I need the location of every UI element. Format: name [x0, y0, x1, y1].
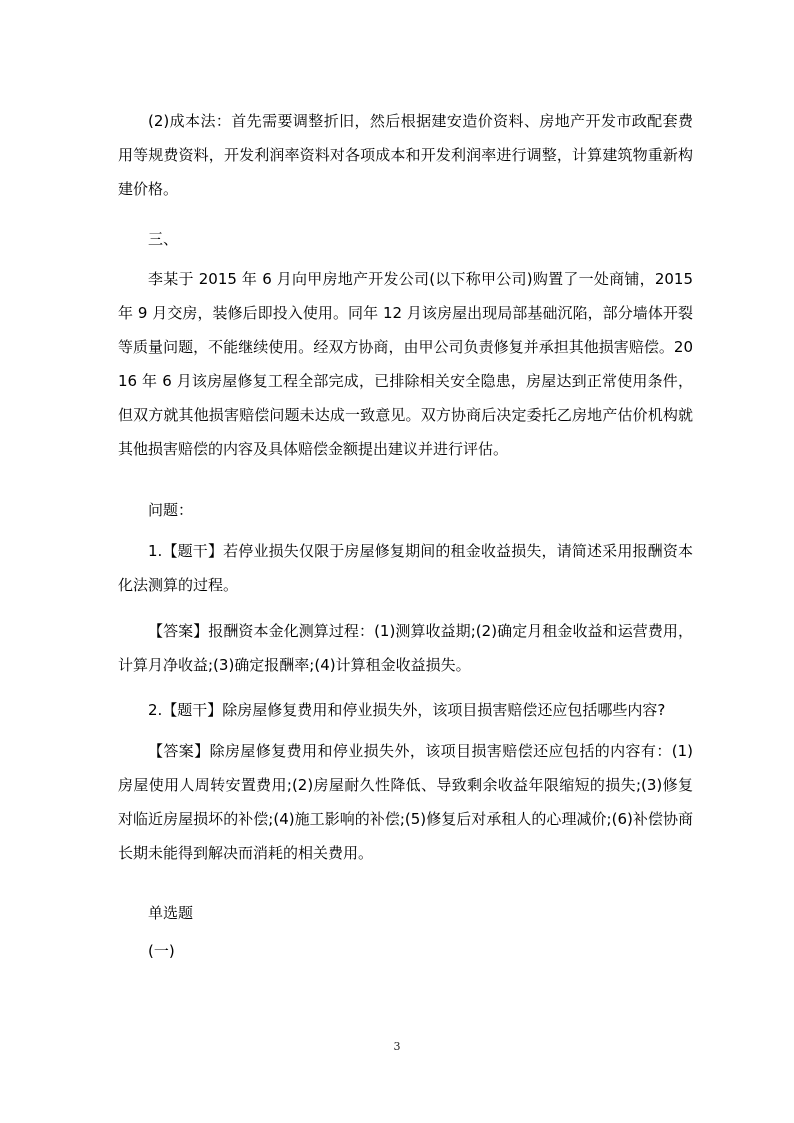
questions-label: 问题：: [148, 501, 194, 519]
answer-2: 【答案】除房屋修复费用和停业损失外，该项目损害赔偿还应包括的内容有：(1)房屋使用人周转安置费用;(2)房屋耐久性降低、导致剩余收益年限缩短的损失;(3)修复对临近房屋损坏的补偿;(4)施工影响的补偿;(5)修复后对承租人的心理减价;(6)补偿协商长期未能得到解决而消耗的相关费用。: [118, 742, 693, 862]
question-1: 1.【题干】若停业损失仅限于房屋修复期间的租金收益损失，请简述采用报酬资本化法测算的过程。: [118, 542, 693, 594]
single-choice-label: 单选题: [148, 904, 194, 922]
question-2: 2.【题干】除房屋修复费用和停业损失外，该项目损害赔偿还应包括哪些内容?: [148, 701, 666, 719]
paragraph-case-description: 李某于 2015 年 6 月向甲房地产开发公司(以下称甲公司)购置了一处商铺，2015 年 9 月交房，装修后即投入使用。同年 12 月该房屋出现局部基础沉陷，部分墙体开裂等质量问题，不能继续使用。经双方协商，由甲公司负责修复并承担其他损害赔偿。2016 年 6 月该房屋修复工程全部完成，已排除相关安全隐患，房屋达到正常使用条件，但双方就其他损害赔偿问题未达成一致意见。双方协商后决定委托乙房地产估价机构就其他损害赔偿的内容及具体赔偿金额提出建议并进行评估。: [118, 270, 693, 458]
section-heading-three: 三、: [148, 230, 179, 248]
page-number: 3: [393, 1040, 401, 1053]
paragraph-cost-method: (2)成本法：首先需要调整折旧，然后根据建安造价资料、房地产开发市政配套费用等规费资料，开发利润率资料对各项成本和开发利润率进行调整，计算建筑物重新构建价格。: [118, 112, 693, 198]
part-one-label: (一): [148, 942, 175, 960]
answer-1: 【答案】报酬资本金化测算过程：(1)测算收益期;(2)确定月租金收益和运营费用，计算月净收益;(3)确定报酬率;(4)计算租金收益损失。: [118, 622, 693, 674]
